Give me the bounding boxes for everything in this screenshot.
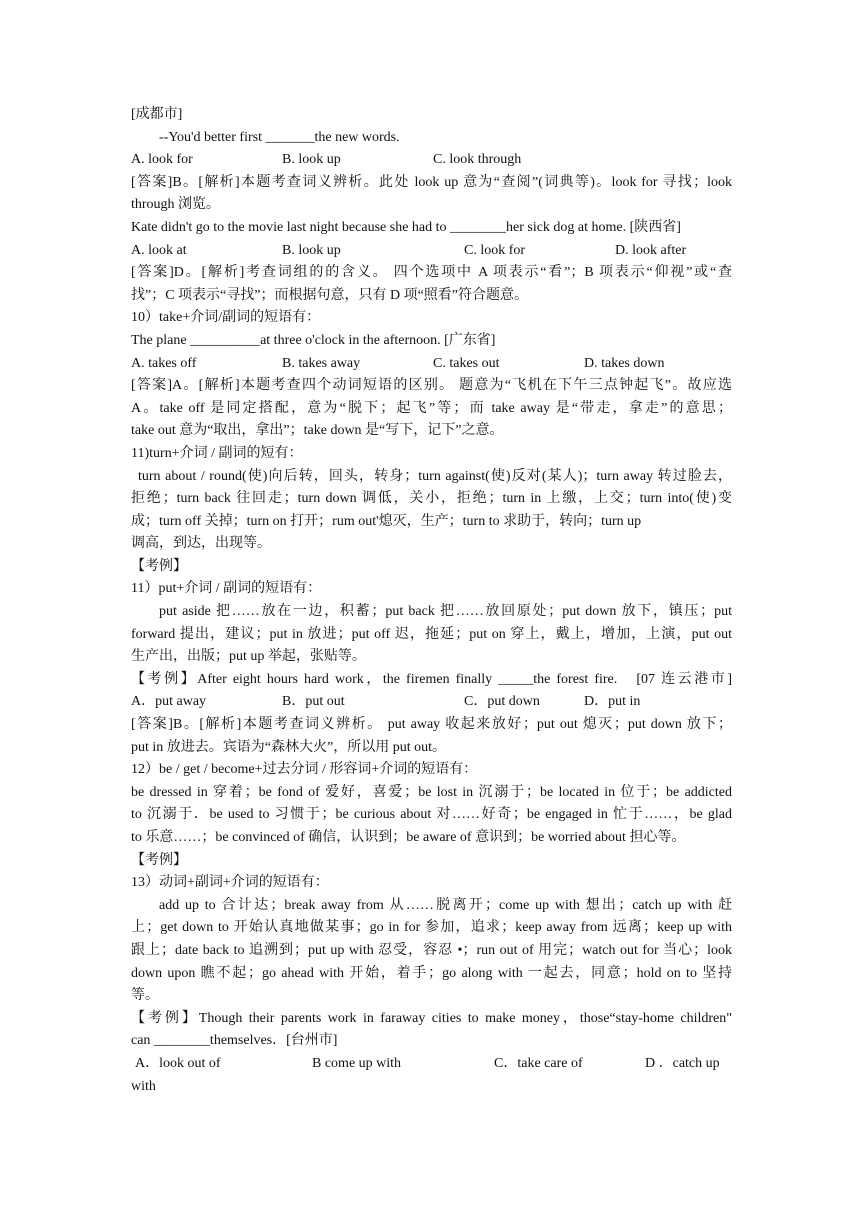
answer-line: [答案]A。[解析]本题考查四个动词短语的区别。 题意为“飞机在下午三点钟起飞”。故应选 xyxy=(131,378,732,394)
options-row xyxy=(131,1053,732,1076)
section-heading: 13）动词+副词+介词的短语有： xyxy=(131,875,329,891)
answer-line: take out 意为“取出，拿出”；take down 是“写下，记下”之意。 xyxy=(131,423,504,439)
text-line: 成；turn off 关掉；turn on 打开；rum out'熄灭，生产；turn to 求助于，转向；turn up xyxy=(131,513,642,529)
text-line: 跟上；date back to 追溯到；put up with 忍受，容忍 •；run out of 用完；watch out for 当心；look xyxy=(131,942,732,958)
option: B. look up xyxy=(282,242,341,258)
options-row xyxy=(131,240,732,263)
answer-line: [答案]B。[解析]本题考查词义辨析。 put away 收起来放好；put out 熄灭；put down 放下； xyxy=(131,717,732,733)
answer-line: [答案]B。[解析]本题考查词义辨析。此处 look up 意为“查阅”(词典等)。look for 寻找；look xyxy=(131,174,732,190)
option: B come up with xyxy=(312,1055,402,1071)
option: C．put down xyxy=(464,694,540,710)
option: A. takes off xyxy=(131,355,197,371)
text-line: 生产出，出版；put up 举起，张贴等。 xyxy=(131,649,366,665)
options-row xyxy=(131,149,732,172)
answer-line: 找”；C 项表示“寻找”；而根据句意，只有 D 项“照看”符合题意。 xyxy=(131,287,529,303)
option: A．put away xyxy=(131,694,207,710)
text-line: [成都市] xyxy=(131,107,183,122)
option: D. takes down xyxy=(584,355,665,371)
option: C．take care of xyxy=(494,1055,583,1071)
options-row xyxy=(131,691,732,714)
text-line: 拒绝；turn back 往回走；turn down 调低，关小，拒绝；turn in 上缴，上交；turn into(使)变 xyxy=(131,491,732,507)
option: D．put in xyxy=(584,694,641,710)
options-row xyxy=(131,353,732,376)
section-heading: 11）put+介词 / 副词的短语有： xyxy=(131,581,322,597)
option: C. takes out xyxy=(433,355,500,371)
example-heading: 【考例】 xyxy=(131,558,187,574)
text-line: 调高，到达，出现等。 xyxy=(131,536,271,552)
section-heading: 10）take+介词/副词的短语有： xyxy=(131,310,321,326)
text-line: put aside 把……放在一边，积蓄；put back 把……放回原处；put down 放下，镇压；put xyxy=(159,604,732,620)
option: C. look through xyxy=(433,152,522,168)
option: B．put out xyxy=(282,694,345,710)
text-line: forward 提出，建议；put in 放进；put off 迟，拖延；put on 穿上，戴上，增加，上演，put out xyxy=(131,626,732,642)
question-line: can ________themselves．[台州市] xyxy=(131,1033,338,1049)
text-line: with xyxy=(131,1078,156,1094)
answer-line: put in 放进去。宾语为“森林大火”，所以用 put out。 xyxy=(131,739,446,755)
option: A. look for xyxy=(131,152,193,168)
option: A. look at xyxy=(131,242,187,258)
question-line: 【考例】After eight hours hard work，the firemen finally _____the forest fire. [07 连云港市] xyxy=(131,671,732,687)
text-line: to 乐意……；be convinced of 确信，认识到；be aware of 意识到；be worried about 担心等。 xyxy=(131,830,686,845)
option: B. takes away xyxy=(282,355,361,371)
text-line: 上；get down to 开始认真地做某事；go in for 参加，追求；keep away from 远离；keep up with xyxy=(131,920,732,936)
text-line: turn about / round(使)向后转，回头，转身；turn against(使)反对(某人)；turn away 转过脸去， xyxy=(138,468,732,484)
option: C. look for xyxy=(464,242,526,258)
answer-line: through 浏览。 xyxy=(131,197,221,213)
question-line: 【考例】Though their parents work in faraway cities to make money，those“stay-home children" xyxy=(131,1010,732,1026)
question-line: Kate didn't go to the movie last night because she had to ________her sick dog at home. [陕西省] xyxy=(131,219,681,235)
text-line: to 沉溺于．be used to 习惯于；be curious about 对……好奇；be engaged in 忙于……，be glad xyxy=(131,807,732,823)
text-line: add up to 合计达；break away from 从……脱离开；come up with 想出；catch up with 赶 xyxy=(159,897,732,913)
option: A．look out of xyxy=(135,1055,221,1071)
option: D. look after xyxy=(615,242,687,258)
text-line: down upon 瞧不起；go ahead with 开始，着手；go along with 一起去，同意；hold on to 坚持 xyxy=(131,965,732,981)
answer-line: [答案]D。[解析]考查词组的的含义。 四个选项中 A 项表示“看”；B 项表示“仰视”或“查 xyxy=(131,265,732,281)
example-heading: 【考例】 xyxy=(131,852,187,868)
question-line: --You'd better first _______the new words. xyxy=(159,129,400,145)
section-heading: 12）be / get / become+过去分词 / 形容词+介词的短语有： xyxy=(131,762,478,778)
answer-line: A。take off 是同定搭配，意为“脱下；起飞”等；而 take away 是“带走，拿走”的意思； xyxy=(131,400,732,416)
text-line: 等。 xyxy=(131,988,159,1004)
question-line: The plane __________at three o'clock in the afternoon. [广东省] xyxy=(131,332,496,348)
text-line: be dressed in 穿着；be fond of 爱好，喜爱；be lost in 沉溺于；be located in 位于；be addicted xyxy=(131,784,732,800)
option: B. look up xyxy=(282,152,341,168)
option: D ．catch up xyxy=(645,1055,720,1071)
section-heading: 11)turn+介词 / 副词的短有： xyxy=(131,445,303,461)
